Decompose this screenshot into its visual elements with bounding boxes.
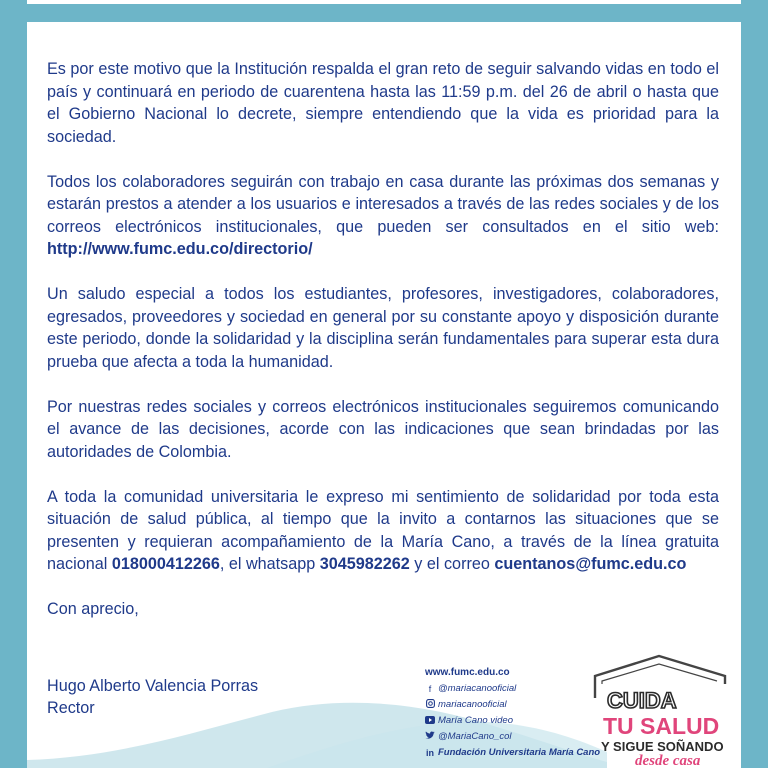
youtube-link[interactable] xyxy=(425,713,600,729)
letter-body xyxy=(47,58,719,643)
highlighted-text[interactable]: http://www.fumc.edu.co/directorio/ xyxy=(47,240,313,258)
twitter-link[interactable] xyxy=(425,729,600,745)
text-segment: y el correo xyxy=(409,555,495,573)
linkedin-link[interactable] xyxy=(425,745,600,761)
top-strip xyxy=(27,0,741,4)
instagram-icon xyxy=(425,697,435,713)
signer-title: Rector xyxy=(47,699,95,717)
text-segment: A toda la comunidad universitaria le expreso mi sentimiento de solidaridad por toda esta situación de salud pública, al tiempo que la invito a contarnos las situaciones que se presenten y requieran acompañamiento de la María Cano, a través de la línea gratuita nacional xyxy=(47,487,719,573)
highlighted-text[interactable]: 018000412266 xyxy=(111,555,220,573)
facebook-link[interactable] xyxy=(425,681,600,697)
paragraph-3 xyxy=(47,283,719,373)
paragraph-6 xyxy=(47,598,719,621)
linkedin-handle: Fundación Universitaria María Cano xyxy=(438,747,601,758)
text-segment: , el whatsapp xyxy=(219,555,320,573)
logo-line-1: CUIDA xyxy=(607,688,677,713)
letter-card xyxy=(27,22,741,768)
youtube-handle: María Cano video xyxy=(438,715,513,726)
paragraph-1 xyxy=(47,58,719,148)
text-segment: Es por este motivo que la Institución respalda el gran reto de seguir salvando vidas en todo el país y continuará en periodo de cuarentena hasta las 11:59 p.m. del 26 de abril o hasta que el Gobierno Nacional lo decrete, siempre entendiendo que la vida es prioridad para la sociedad. xyxy=(47,60,719,146)
text-segment: Por nuestras redes sociales y correos electrónicos institucionales seguiremos comunicando el avance de las decisiones, acorde con las indicaciones que sean brindadas por las autoridades de Colombia. xyxy=(47,397,719,461)
logo-line-3: Y SIGUE SOÑANDO xyxy=(601,739,724,754)
youtube-icon xyxy=(425,713,435,729)
instagram-link[interactable] xyxy=(425,697,600,713)
linkedin-icon: in xyxy=(426,748,434,758)
social-links xyxy=(425,665,600,761)
signer-name: Hugo Alberto Valencia Porras xyxy=(47,677,259,695)
facebook-handle: @mariacanooficial xyxy=(438,683,517,694)
paragraph-4 xyxy=(47,396,719,464)
highlighted-text[interactable]: 3045982262 xyxy=(319,555,410,573)
paragraph-5 xyxy=(47,486,719,576)
twitter-handle: @MariaCano_col xyxy=(438,731,512,742)
instagram-handle: mariacanooficial xyxy=(438,699,507,710)
logo-line-4: desde casa xyxy=(635,753,701,768)
cuida-tu-salud-logo xyxy=(589,654,741,768)
text-segment: Un saludo especial a todos los estudiantes, profesores, investigadores, colaboradores, egresados, proveedores y sociedad en general por su constante apoyo y disposición durante este periodo, donde la solidaridad y la disciplina serán fundamentales para superar esta dura prueba que afecta a toda la humanidad. xyxy=(47,285,719,371)
website-link[interactable]: www.fumc.edu.co xyxy=(425,667,510,678)
highlighted-text[interactable]: cuentanos@fumc.edu.co xyxy=(494,555,687,573)
signature xyxy=(47,675,258,719)
paragraph-2 xyxy=(47,171,719,261)
facebook-icon: f xyxy=(428,684,432,694)
text-segment: Con aprecio, xyxy=(47,600,139,618)
logo-line-2: TU SALUD xyxy=(603,713,720,739)
text-segment: Todos los colaboradores seguirán con trabajo en casa durante las próximas dos semanas y estarán prestos a atender a los usuarios e interesados a través de las redes sociales y de los correos electrónicos institucionales, que pueden ser consultados en el sitio web: xyxy=(47,172,719,236)
twitter-icon xyxy=(425,729,435,745)
